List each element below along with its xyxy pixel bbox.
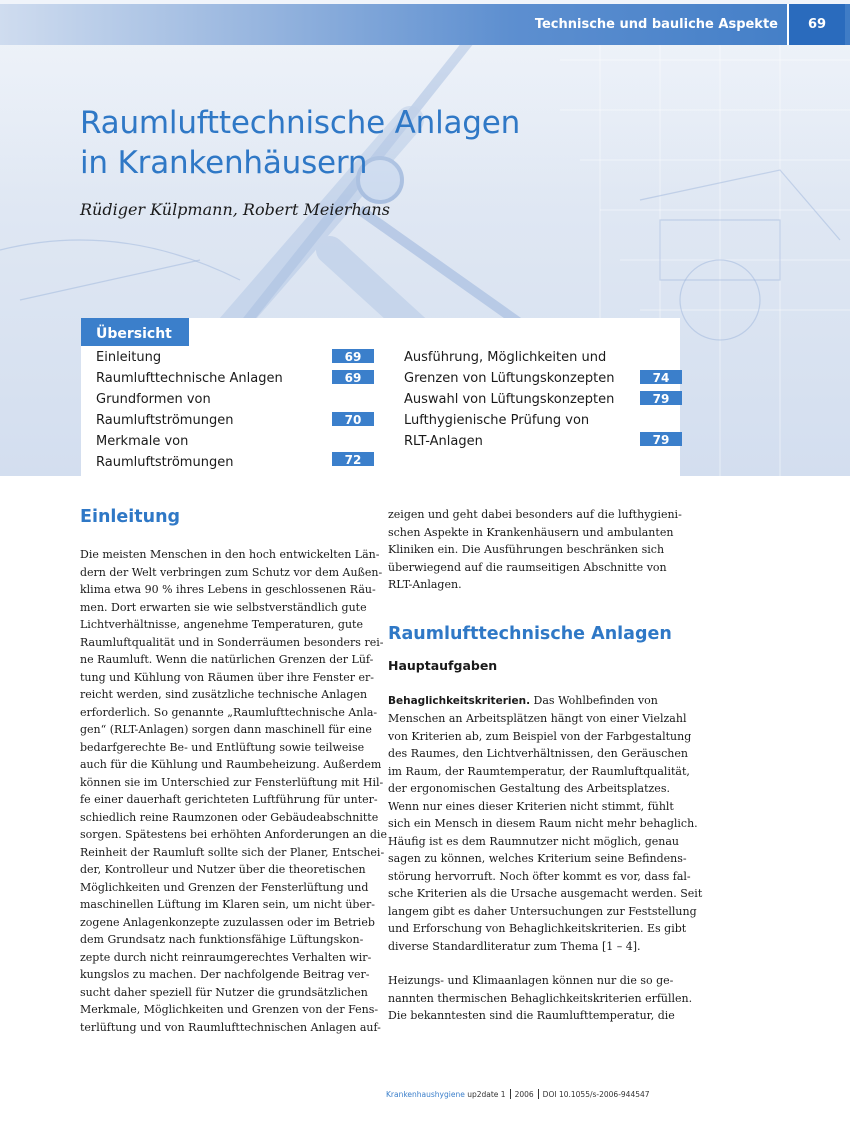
runin-label: Behaglichkeitskriterien. bbox=[388, 694, 531, 707]
paragraph-line: des Raumes, den Lichtverhältnissen, den Geräuschen bbox=[388, 747, 688, 760]
section-heading: Einleitung bbox=[80, 507, 181, 527]
paragraph-line: der, Kontrolleur und Nutzer über die theoretischen bbox=[80, 863, 366, 876]
body-paragraph bbox=[80, 546, 387, 1036]
overview-heading: Übersicht bbox=[81, 318, 189, 346]
authors: Rüdiger Külpmann, Robert Meierhans bbox=[80, 200, 390, 219]
toc-entry-label: Ausführung, Möglichkeiten und bbox=[404, 350, 607, 365]
toc-entry-label: Raumluftströmungen bbox=[96, 413, 234, 428]
paragraph-line: Wenn nur eines dieser Kriterien nicht stimmt, fühlt bbox=[388, 799, 674, 813]
paragraph-line: im Raum, der Raumtemperatur, der Raumluftqualität, bbox=[388, 764, 690, 778]
running-head: Technische und bauliche Aspekte bbox=[534, 17, 778, 32]
body-column-right bbox=[388, 505, 703, 1025]
paragraph-line: men. Dort erwarten sie wie selbstverständlich gute bbox=[80, 600, 367, 614]
paragraph-line: können sie im Unterschied zur Fensterlüftung mit Hil- bbox=[80, 775, 384, 789]
subsection-heading: Hauptaufgaben bbox=[388, 657, 498, 673]
journal-issue: up2date 1 bbox=[464, 1090, 506, 1099]
footer-separator bbox=[538, 1089, 539, 1099]
toc-entry-label: Auswahl von Lüftungskonzepten bbox=[404, 392, 615, 407]
paragraph-line: reicht werden, sind zusätzliche technische Anlagen bbox=[80, 688, 368, 701]
paragraph-line: bedarfgerechte Be- und Entlüftung sowie teilweise bbox=[80, 740, 365, 754]
footer-separator bbox=[510, 1089, 511, 1099]
paragraph-line: dern der Welt verbringen zum Schutz vor dem Außen- bbox=[80, 565, 383, 579]
journal-year: 2006 bbox=[514, 1090, 534, 1099]
toc-page-badge: 79 bbox=[640, 391, 682, 405]
toc-entry-label: Lufthygienische Prüfung von bbox=[404, 413, 590, 428]
paragraph-line: kungslos zu machen. Der nachfolgende Beitrag ver- bbox=[80, 968, 370, 981]
toc-page-badge: 74 bbox=[640, 370, 682, 384]
paragraph-line: Lichtverhältnisse, angenehme Temperaturen, gute bbox=[80, 618, 363, 631]
body-paragraph bbox=[388, 692, 703, 956]
paragraph-line: RLT-Anlagen. bbox=[388, 578, 462, 591]
paragraph-line: sorgen. Spätestens bei erhöhten Anforderungen an die bbox=[80, 828, 387, 841]
toc-entry-label: Merkmale von bbox=[96, 434, 189, 449]
body-paragraph bbox=[388, 506, 680, 594]
title-line-1: Raumlufttechnische Anlagen bbox=[80, 105, 521, 141]
paragraph-line: Merkmale, Möglichkeiten und Grenzen von der Fens- bbox=[80, 1003, 379, 1016]
paragraph-line: langem gibt es daher Untersuchungen zur Feststellung bbox=[388, 904, 697, 918]
toc-entry[interactable] bbox=[96, 347, 161, 368]
toc-entry[interactable] bbox=[96, 389, 233, 431]
paragraph-line: diverse Standardliteratur zum Thema [1 – 4]. bbox=[388, 939, 641, 953]
paragraph-line: sucht daher speziell für Nutzer die grundsätzlichen bbox=[80, 985, 368, 999]
toc-entry-label: Grenzen von Lüftungskonzepten bbox=[404, 371, 615, 386]
paragraph-line: Die bekanntesten sind die Raumlufttemperatur, die bbox=[388, 1009, 675, 1022]
page-number: 69 bbox=[787, 4, 845, 45]
paragraph-line: terlüftung und von Raumlufttechnischen Anlagen auf- bbox=[80, 1020, 381, 1034]
toc-entry[interactable] bbox=[404, 389, 614, 410]
paragraph-line: von Kriterien ab, zum Beispiel von der Farbgestaltung bbox=[388, 729, 692, 743]
paragraph-line: ne Raumluft. Wenn die natürlichen Grenzen der Lüf- bbox=[80, 653, 374, 666]
toc-page-badge: 79 bbox=[640, 432, 682, 446]
toc-entry-label: Einleitung bbox=[96, 350, 162, 365]
toc-entry-label: Raumluftströmungen bbox=[96, 455, 234, 470]
toc-entry[interactable] bbox=[96, 431, 233, 473]
title-line-2: in Krankenhäusern bbox=[80, 145, 368, 181]
paragraph-line: sagen zu können, welches Kriterium seine Befindens- bbox=[388, 852, 687, 865]
paragraph-line: Möglichkeiten und Grenzen der Fensterlüftung und bbox=[80, 880, 369, 894]
toc-page-badge: 69 bbox=[332, 370, 374, 384]
page-footer bbox=[386, 1089, 650, 1099]
paragraph-line: dem Grundsatz nach funktionsfähige Lüftungskon- bbox=[80, 933, 364, 946]
article-title bbox=[80, 103, 640, 183]
paragraph-line: fe einer dauerhaft gerichteten Luftführung für unter- bbox=[80, 793, 378, 806]
paragraph-line: maschinellen Lüftung im Klaren sein, um nicht über- bbox=[80, 898, 375, 911]
paragraph-line: schen Aspekte in Krankenhäusern und ambulanten bbox=[388, 525, 674, 539]
toc-entry-label: Grundformen von bbox=[96, 392, 211, 407]
body-paragraph bbox=[388, 972, 693, 1025]
paragraph-line: Menschen an Arbeitsplätzen hängt von einer Vielzahl bbox=[388, 712, 687, 725]
doi: DOI 10.1055/s-2006-944547 bbox=[542, 1090, 650, 1099]
toc-entry[interactable] bbox=[404, 347, 614, 389]
paragraph-line: schiedlich reine Raumzonen oder Gebäudeabschnitte bbox=[80, 810, 379, 824]
toc-page-badge: 72 bbox=[332, 452, 374, 466]
paragraph-line: zogene Anlagenkonzepte zuzulassen oder im Betrieb bbox=[80, 915, 375, 929]
paragraph-line: überwiegend auf die raumseitigen Abschnitte von bbox=[388, 560, 667, 574]
paragraph-line: zeigen und geht dabei besonders auf die lufthygieni- bbox=[388, 508, 682, 521]
paragraph-line: Kliniken ein. Die Ausführungen beschränken sich bbox=[388, 543, 665, 556]
toc-entry-label: Raumlufttechnische Anlagen bbox=[96, 371, 283, 386]
paragraph-line: zepte durch nicht reinraumgerechtes Verhalten wir- bbox=[80, 950, 372, 964]
paragraph-line: sche Kriterien als die Ursache ausgemacht werden. Seit bbox=[388, 887, 703, 900]
paragraph-line: Das Wohlbefinden von bbox=[530, 693, 658, 707]
overview-box bbox=[81, 318, 680, 476]
paragraph-line: Heizungs- und Klimaanlagen können nur die so ge- bbox=[388, 974, 674, 987]
paragraph-line: sich ein Mensch in diesem Raum nicht mehr behaglich. bbox=[388, 817, 698, 830]
toc-page-badge: 69 bbox=[332, 349, 374, 363]
paragraph-line: klima etwa 90 % ihres Lebens in geschlossenen Räu- bbox=[80, 583, 376, 596]
section-heading: Raumlufttechnische Anlagen bbox=[388, 623, 672, 644]
paragraph-line: Reinheit der Raumluft sollte sich der Planer, Entschei- bbox=[80, 845, 385, 859]
paragraph-line: nannten thermischen Behaglichkeitskriterien erfüllen. bbox=[388, 991, 693, 1005]
toc-entry-label: RLT-Anlagen bbox=[404, 434, 483, 449]
paragraph-line: Raumluftqualität und in Sonderräumen besonders rei- bbox=[80, 635, 384, 649]
paragraph-line: Häufig ist es dem Raumnutzer nicht möglich, genau bbox=[388, 834, 679, 848]
paragraph-line: störung hervorruft. Noch öfter kommt es vor, dass fal- bbox=[388, 869, 691, 883]
paragraph-line: gen“ (RLT-Anlagen) sorgen dann maschinell für eine bbox=[80, 723, 372, 736]
paragraph-line: tung und Kühlung von Räumen über ihre Fenster er- bbox=[80, 670, 375, 684]
toc-page-badge: 70 bbox=[332, 412, 374, 426]
paragraph-line: Die meisten Menschen in den hoch entwickelten Län- bbox=[80, 548, 380, 561]
paragraph-line: der ergonomischen Gestaltung des Arbeitsplatzes. bbox=[388, 782, 670, 795]
body-column-left bbox=[80, 505, 387, 1036]
paragraph-first-line bbox=[388, 692, 680, 711]
toc-entry[interactable] bbox=[404, 410, 589, 452]
paragraph-line: erforderlich. So genannte „Raumlufttechnische Anla- bbox=[80, 705, 378, 719]
paragraph-line: auch für die Kühlung und Raumbeheizung. Außerdem bbox=[80, 758, 382, 771]
toc-entry[interactable] bbox=[96, 368, 283, 389]
paragraph-line: und Erforschung von Behaglichkeitskriterien. Es gibt bbox=[388, 922, 687, 935]
journal-name: Krankenhaushygiene bbox=[386, 1090, 465, 1099]
